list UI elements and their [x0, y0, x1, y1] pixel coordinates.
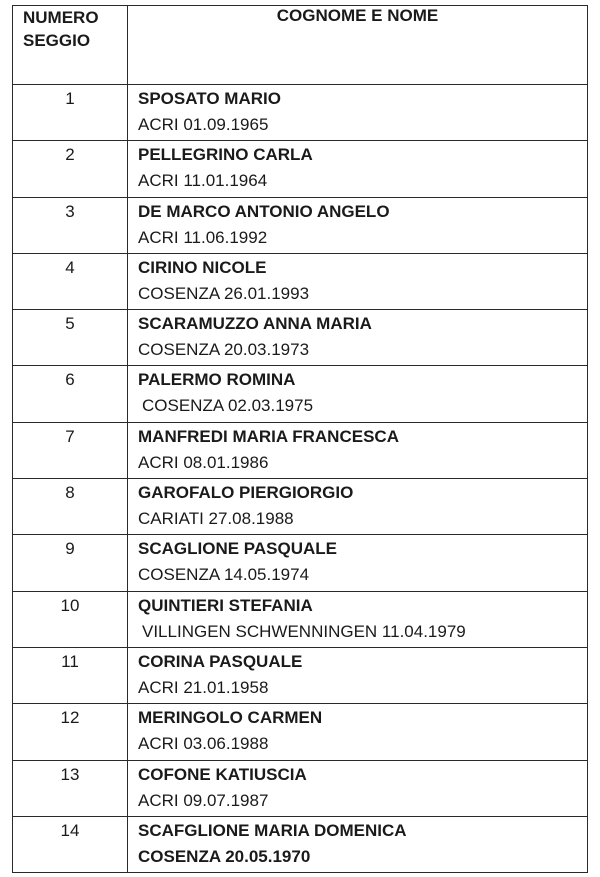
person-name: DE MARCO ANTONIO ANGELO — [138, 201, 390, 221]
header-cognome-nome: COGNOME E NOME — [128, 6, 588, 85]
seat-number: 14 — [13, 816, 128, 872]
person-name: MERINGOLO CARMEN — [138, 708, 323, 728]
table-row — [13, 704, 588, 760]
table-row — [13, 422, 588, 478]
table-row — [13, 141, 588, 197]
table-row — [13, 647, 588, 703]
person-cell — [128, 366, 588, 422]
table-row — [13, 253, 588, 309]
person-cell — [128, 704, 588, 760]
seat-number: 2 — [13, 141, 128, 197]
person-cell — [128, 253, 588, 309]
birth-info: COSENZA 14.05.1974 — [138, 565, 310, 585]
person-cell — [128, 141, 588, 197]
person-name: CIRINO NICOLE — [138, 257, 267, 277]
person-cell — [128, 422, 588, 478]
seat-number: 11 — [13, 647, 128, 703]
seggi-table — [12, 5, 588, 873]
birth-info: ACRI 03.06.1988 — [138, 734, 269, 754]
person-cell — [128, 310, 588, 366]
seat-number: 4 — [13, 253, 128, 309]
table-row — [13, 535, 588, 591]
seat-number: 1 — [13, 85, 128, 141]
seat-number: 13 — [13, 760, 128, 816]
person-name: SCAGLIONE PASQUALE — [138, 539, 337, 559]
person-cell — [128, 85, 588, 141]
table-row — [13, 85, 588, 141]
birth-info: COSENZA 20.05.1970 — [138, 846, 311, 866]
person-name: COFONE KATIUSCIA — [138, 764, 307, 784]
person-cell — [128, 647, 588, 703]
birth-info: COSENZA 02.03.1975 — [142, 396, 314, 416]
birth-info: ACRI 21.01.1958 — [138, 677, 269, 697]
header-num-line1: NUMERO — [23, 8, 99, 27]
seat-number: 5 — [13, 310, 128, 366]
birth-info: VILLINGEN SCHWENNINGEN 11.04.1979 — [142, 621, 466, 641]
seat-number: 7 — [13, 422, 128, 478]
birth-info: ACRI 01.09.1965 — [138, 115, 269, 134]
birth-info: ACRI 11.01.1964 — [138, 171, 268, 191]
seat-number: 6 — [13, 366, 128, 422]
person-cell — [128, 535, 588, 591]
birth-info: ACRI 11.06.1992 — [138, 227, 268, 247]
table-row — [13, 591, 588, 647]
person-name: GAROFALO PIERGIORGIO — [138, 483, 354, 503]
birth-info: ACRI 09.07.1987 — [138, 790, 269, 810]
table-row — [13, 366, 588, 422]
seat-number: 3 — [13, 197, 128, 253]
person-cell — [128, 760, 588, 816]
table-row — [13, 760, 588, 816]
header-num-line2: SEGGIO — [23, 31, 91, 50]
person-name: CORINA PASQUALE — [138, 651, 303, 671]
birth-info: COSENZA 26.01.1993 — [138, 283, 310, 303]
seat-number: 12 — [13, 704, 128, 760]
person-cell — [128, 197, 588, 253]
person-cell — [128, 816, 588, 872]
table-row — [13, 479, 588, 535]
table-row — [13, 310, 588, 366]
table-row — [13, 197, 588, 253]
person-cell — [128, 479, 588, 535]
person-name: SPOSATO MARIO — [138, 89, 281, 108]
person-name: MANFREDI MARIA FRANCESCA — [138, 426, 399, 446]
person-name: SCAFGLIONE MARIA DOMENICA — [138, 820, 407, 840]
table-row — [13, 816, 588, 872]
seat-number: 8 — [13, 479, 128, 535]
birth-info: ACRI 08.01.1986 — [138, 452, 269, 472]
table-header — [13, 6, 588, 85]
person-name: PELLEGRINO CARLA — [138, 145, 313, 165]
seat-number: 10 — [13, 591, 128, 647]
person-name: PALERMO ROMINA — [138, 370, 296, 390]
person-name: QUINTIERI STEFANIA — [138, 595, 313, 615]
birth-info: CARIATI 27.08.1988 — [138, 509, 294, 529]
seat-number: 9 — [13, 535, 128, 591]
table-body — [13, 85, 588, 873]
person-cell — [128, 591, 588, 647]
person-name: SCARAMUZZO ANNA MARIA — [138, 314, 372, 334]
header-row — [13, 6, 588, 85]
birth-info: COSENZA 20.03.1973 — [138, 340, 310, 360]
header-numero-seggio — [13, 6, 128, 85]
